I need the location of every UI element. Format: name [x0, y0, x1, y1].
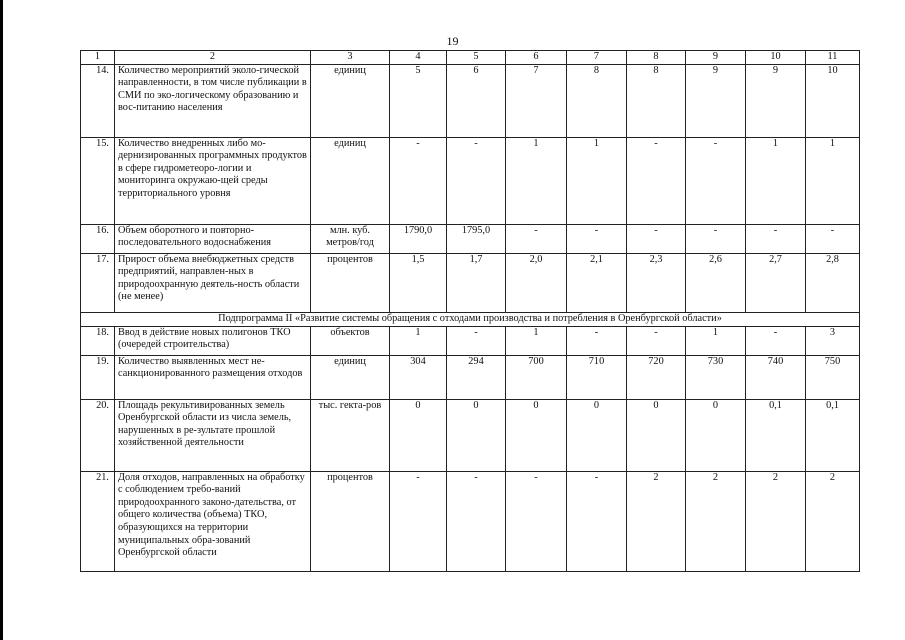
row-number: 15.: [81, 137, 115, 224]
value-cell: -: [686, 224, 746, 253]
table-row: [81, 253, 860, 312]
row-number: 17.: [81, 253, 115, 312]
value-cell: 710: [567, 355, 627, 399]
column-header: 2: [115, 51, 311, 65]
column-header: 3: [311, 51, 390, 65]
unit-cell: процентов: [311, 471, 390, 571]
value-cell: 2,0: [506, 253, 567, 312]
value-cell: -: [447, 326, 506, 355]
value-cell: 720: [627, 355, 686, 399]
value-cell: -: [567, 326, 627, 355]
indicator-name: Ввод в действие новых полигонов ТКО (очередей строительства): [115, 326, 311, 355]
value-cell: -: [746, 326, 806, 355]
indicator-name: Количество внедренных либо мо-дернизированных программных продуктов в сфере гидрометеоро-логии и мониторинга окружаю-щей среды территориального уровня: [115, 137, 311, 224]
value-cell: -: [390, 137, 447, 224]
value-cell: -: [627, 224, 686, 253]
value-cell: 7: [506, 64, 567, 137]
value-cell: 9: [746, 64, 806, 137]
table-row: [81, 224, 860, 253]
value-cell: -: [390, 471, 447, 571]
table-row: [81, 399, 860, 471]
column-header: 9: [686, 51, 746, 65]
value-cell: 294: [447, 355, 506, 399]
indicator-name: Площадь рекультивированных земель Оренбургской области из числа земель, нарушенных в ре-зультате прошлой хозяйственной деятельности: [115, 399, 311, 471]
unit-cell: единиц: [311, 355, 390, 399]
row-number: 20.: [81, 399, 115, 471]
value-cell: 1,7: [447, 253, 506, 312]
value-cell: 0: [390, 399, 447, 471]
value-cell: 1: [686, 326, 746, 355]
column-header: 7: [567, 51, 627, 65]
row-number: 16.: [81, 224, 115, 253]
subprogram-title: Подпрограмма II «Развитие системы обращения с отходами производства и потребления в Оренбургской области»: [81, 312, 860, 326]
column-header: 11: [806, 51, 860, 65]
value-cell: 700: [506, 355, 567, 399]
value-cell: 0: [686, 399, 746, 471]
subprogram-row: [81, 312, 860, 326]
value-cell: 2: [806, 471, 860, 571]
value-cell: 10: [806, 64, 860, 137]
column-header: 8: [627, 51, 686, 65]
column-header: 4: [390, 51, 447, 65]
unit-cell: тыс. гекта-ров: [311, 399, 390, 471]
value-cell: 2,8: [806, 253, 860, 312]
value-cell: 3: [806, 326, 860, 355]
value-cell: -: [447, 471, 506, 571]
indicators-table: [80, 50, 860, 572]
indicator-name: Доля отходов, направленных на обработку с соблюдением требо-ваний природоохранного законо-дательства, от общего количества (объема) ТКО, образующихся на территории муниципальных обра-зований Оренбургской области: [115, 471, 311, 571]
column-header: 1: [81, 51, 115, 65]
value-cell: -: [686, 137, 746, 224]
value-cell: 5: [390, 64, 447, 137]
value-cell: 2,7: [746, 253, 806, 312]
value-cell: 1,5: [390, 253, 447, 312]
value-cell: -: [806, 224, 860, 253]
scan-left-edge: [0, 0, 3, 640]
value-cell: 0,1: [746, 399, 806, 471]
value-cell: 304: [390, 355, 447, 399]
value-cell: 2: [686, 471, 746, 571]
column-number-row: [81, 51, 860, 65]
value-cell: 2,3: [627, 253, 686, 312]
unit-cell: единиц: [311, 64, 390, 137]
row-number: 18.: [81, 326, 115, 355]
value-cell: 740: [746, 355, 806, 399]
value-cell: 1: [806, 137, 860, 224]
value-cell: -: [506, 224, 567, 253]
value-cell: 1: [506, 137, 567, 224]
unit-cell: объектов: [311, 326, 390, 355]
row-number: 19.: [81, 355, 115, 399]
value-cell: 2: [627, 471, 686, 571]
value-cell: -: [447, 137, 506, 224]
value-cell: -: [567, 224, 627, 253]
value-cell: 1795,0: [447, 224, 506, 253]
unit-cell: млн. куб. метров/год: [311, 224, 390, 253]
value-cell: -: [567, 471, 627, 571]
value-cell: 6: [447, 64, 506, 137]
column-header: 10: [746, 51, 806, 65]
value-cell: -: [746, 224, 806, 253]
row-number: 21.: [81, 471, 115, 571]
value-cell: 0: [506, 399, 567, 471]
row-number: 14.: [81, 64, 115, 137]
value-cell: 1: [390, 326, 447, 355]
table-row: [81, 326, 860, 355]
table-row: [81, 355, 860, 399]
column-header: 6: [506, 51, 567, 65]
value-cell: 1: [746, 137, 806, 224]
value-cell: 1: [567, 137, 627, 224]
indicator-name: Количество выявленных мест не-санкционированного размещения отходов: [115, 355, 311, 399]
value-cell: 8: [567, 64, 627, 137]
indicator-name: Прирост объема внебюджетных средств предприятий, направлен-ных в природоохранную деятель-ность области (не менее): [115, 253, 311, 312]
column-header: 5: [447, 51, 506, 65]
indicator-name: Объем оборотного и повторно-последовательного водоснабжения: [115, 224, 311, 253]
value-cell: 2: [746, 471, 806, 571]
value-cell: -: [627, 326, 686, 355]
unit-cell: процентов: [311, 253, 390, 312]
value-cell: 9: [686, 64, 746, 137]
value-cell: -: [506, 471, 567, 571]
indicator-name: Количество мероприятий эколо-гической направленности, в том числе публикации в СМИ по эко-логическому образованию и вос-питанию населения: [115, 64, 311, 137]
value-cell: 8: [627, 64, 686, 137]
value-cell: 750: [806, 355, 860, 399]
value-cell: 2,1: [567, 253, 627, 312]
value-cell: 1: [506, 326, 567, 355]
value-cell: -: [627, 137, 686, 224]
table-row: [81, 471, 860, 571]
page-number: 19: [446, 34, 459, 48]
value-cell: 0: [447, 399, 506, 471]
value-cell: 730: [686, 355, 746, 399]
value-cell: 1790,0: [390, 224, 447, 253]
value-cell: 2,6: [686, 253, 746, 312]
value-cell: 0: [567, 399, 627, 471]
value-cell: 0,1: [806, 399, 860, 471]
unit-cell: единиц: [311, 137, 390, 224]
value-cell: 0: [627, 399, 686, 471]
table-row: [81, 64, 860, 137]
table-row: [81, 137, 860, 224]
